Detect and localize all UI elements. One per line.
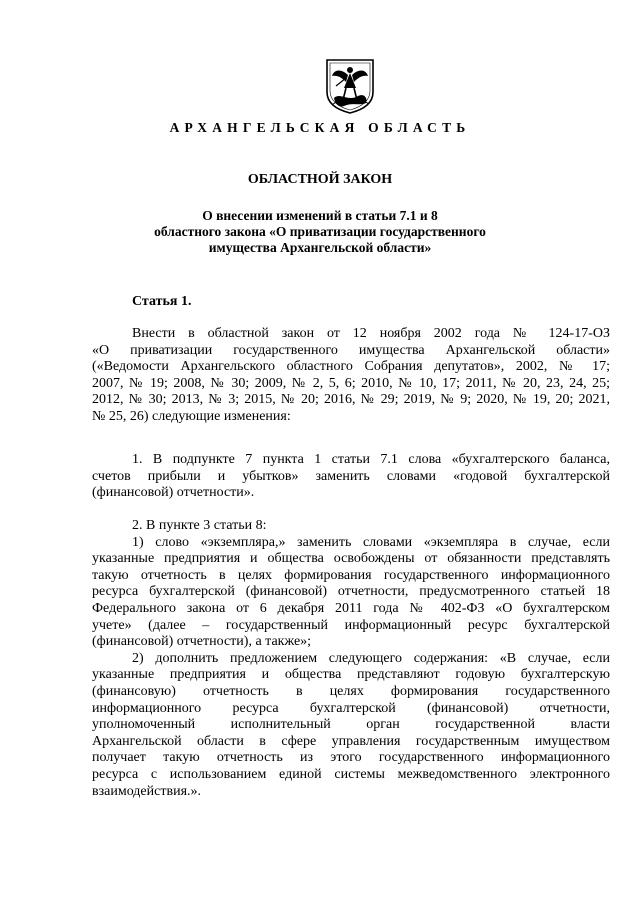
text-line: указанные предприятия и общества представляют годовую бухгалтерскую: [92, 667, 610, 683]
region-heading: АРХАНГЕЛЬСКАЯ ОБЛАСТЬ: [169, 120, 471, 135]
text-line: уполномоченный исполнительный орган государственной власти: [92, 717, 610, 733]
arkhangelsk-coat-of-arms-icon: [324, 58, 376, 114]
text-line: («Ведомости Архангельского областного Собрания депутатов», 2002, № 17;: [92, 359, 610, 375]
text-line: указанные предприятия и общества освобождены от обязанности представлять: [92, 551, 610, 567]
text-line: Внести в областной закон от 12 ноября 2002 года № 124-17-ОЗ: [132, 326, 610, 341]
text-line: учете» (далее – государственный информационный ресурс бухгалтерской: [92, 617, 610, 633]
text-line: взаимодействия.».: [92, 783, 202, 799]
text-line: 2007, № 19; 2008, № 30; 2009, № 2, 5, 6; 2010, № 10, 17; 2011, № 20, 23, 24, 25;: [92, 375, 610, 391]
item-2-paragraph: [92, 518, 610, 800]
article-heading: Статья 1.: [132, 294, 192, 309]
law-title: [60, 208, 580, 257]
text-line: такую отчетность в целях формирования государственного информационного: [92, 567, 610, 583]
text-line: (финансовую) отчетность в целях формирования государственного: [92, 683, 610, 699]
article-intro-paragraph: [92, 326, 610, 426]
text-line: ресурса с использованием единой системы межведомственного электронного: [92, 766, 610, 782]
text-line: № 25, 26) следующие изменения:: [92, 408, 291, 424]
text-line: счетов прибыли и убытков» заменить словами «годовой бухгалтерской: [92, 468, 610, 484]
text-line: 1. В подпункте 7 пункта 1 статьи 7.1 слова «бухгалтерского баланса,: [132, 452, 610, 467]
text-line: ресурса бухгалтерской (финансовой) отчетности, предусмотренного статьей 18: [92, 584, 610, 600]
document-type: ОБЛАСТНОЙ ЗАКОН: [247, 172, 393, 187]
law-title-line: областного закона «О приватизации государственного: [154, 224, 486, 240]
text-line: информационного ресурса бухгалтерской (финансовой) отчетности,: [92, 700, 610, 716]
text-line: 2) дополнить предложением следующего содержания: «В случае, если: [132, 650, 610, 666]
text-line: (финансовой) отчетности».: [92, 485, 255, 501]
text-line: «О приватизации государственного имущества Архангельской области»: [92, 342, 610, 358]
law-title-line: имущества Архангельской области»: [208, 240, 432, 256]
law-title-line: О внесении изменений в статьи 7.1 и 8: [202, 208, 438, 223]
text-line: 2012, № 30; 2013, № 3; 2015, № 20; 2016, № 29; 2019, № 9; 2020, № 19, 20; 2021,: [92, 392, 610, 408]
text-line: (финансовой) отчетности), а также»;: [92, 634, 312, 650]
text-line: Архангельской области в сфере управления государственным имуществом: [92, 733, 610, 749]
item-1-paragraph: [92, 452, 610, 502]
text-line: получает такую отчетность из этого государственного информационного: [92, 750, 610, 766]
text-line: 2. В пункте 3 статьи 8:: [132, 518, 267, 533]
text-line: 1) слово «экземпляра,» заменить словами «экземпляра в случае, если: [132, 534, 610, 550]
text-line: Федерального закона от 6 декабря 2011 года № 402-ФЗ «О бухгалтерском: [92, 600, 610, 616]
